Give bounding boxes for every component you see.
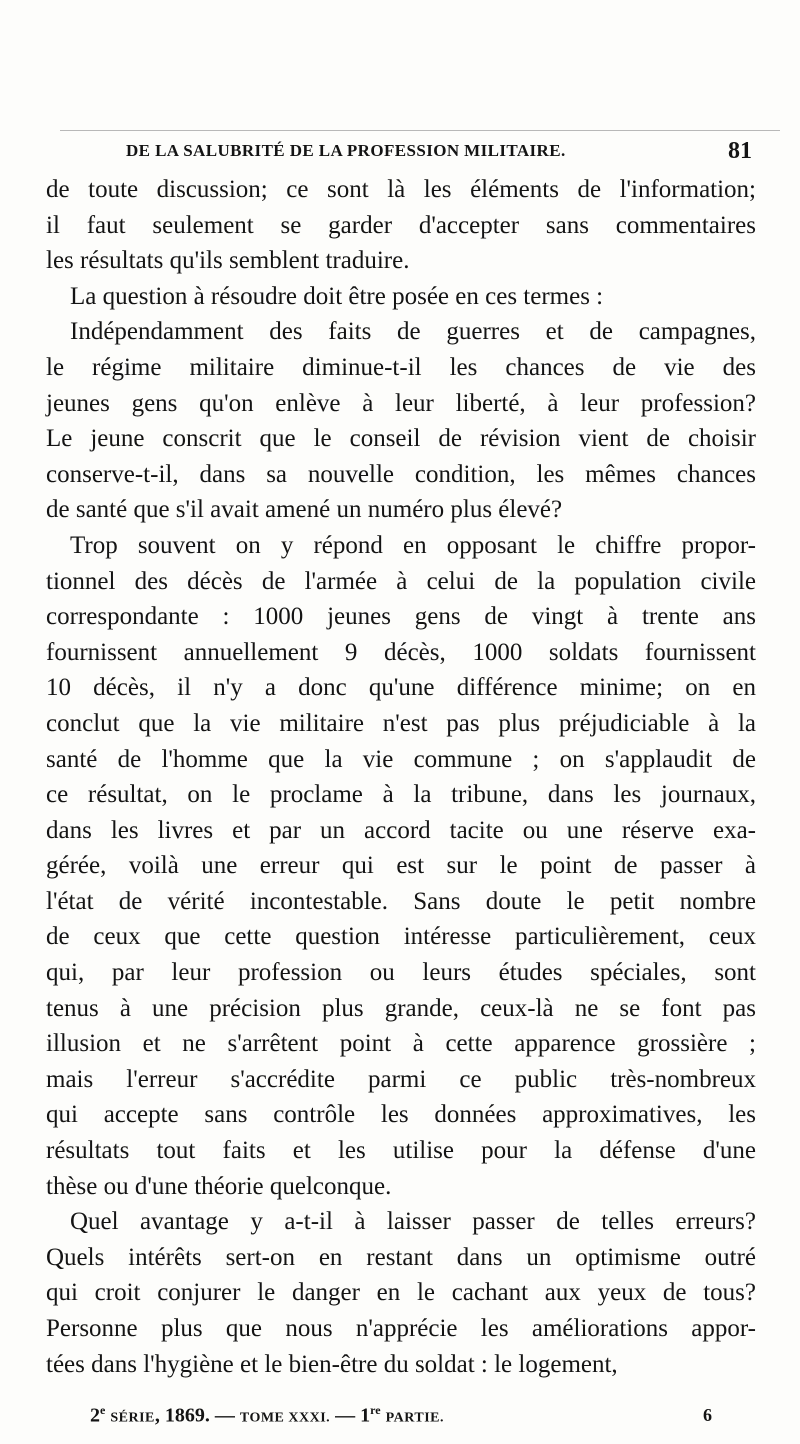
text-line: de toute discussion; ce sont là les éléments de l'information; — [46, 176, 756, 203]
running-header — [126, 134, 752, 168]
signature-line — [90, 1403, 703, 1428]
paragraph — [46, 279, 756, 315]
text-line: Quels intérêts sert-on en restant dans un optimisme outré — [46, 1243, 756, 1271]
text-line: de santé que s'il avait amené un numéro plus élevé? — [46, 496, 563, 524]
text-line: l'état de vérité incontestable. Sans doute le petit nombre — [46, 887, 756, 915]
series-sup: e — [100, 1402, 106, 1417]
series-word: SÉRIE — [110, 1410, 155, 1426]
text-line: les résultats qu'ils semblent traduire. — [46, 247, 410, 275]
text-line: le régime militaire diminue-t-il les chances de vie des — [46, 353, 756, 381]
footer-signature — [90, 1400, 712, 1430]
text-line: qui, par leur profession ou leurs études spéciales, sont — [46, 959, 756, 987]
part-sup: re — [370, 1402, 381, 1417]
year: , 1869. — — [154, 1404, 235, 1427]
sheet-number: 6 — [703, 1404, 712, 1425]
text-line: il faut seulement se garder d'accepter sans commentaires — [46, 211, 756, 239]
text-line: tionnel des décès de l'armée à celui de la population civile — [46, 567, 756, 595]
text-line: de ceux que cette question intéresse particulièrement, ceux — [46, 923, 756, 951]
text-line: Trop souvent on y répond en opposant le chiffre propor- — [70, 531, 756, 559]
text-line: conserve-t-il, dans sa nouvelle condition, les mêmes chances — [46, 460, 756, 488]
tome: TOME XXXI. — [239, 1410, 331, 1426]
text-line: gérée, voilà une erreur qui est sur le point de passer à — [46, 852, 756, 880]
text-line: santé de l'homme que la vie commune ; on s'applaudit de — [46, 745, 756, 773]
text-line: Quel avantage y a-t-il à laisser passer de telles erreurs? — [70, 1208, 756, 1236]
text-line: Le jeune conscrit que le conseil de révision vient de choisir — [46, 425, 756, 453]
text-line: mais l'erreur s'accrédite parmi ce public très-nombreux — [46, 1065, 756, 1093]
text-line: tenus à une précision plus grande, ceux-là ne se font pas — [46, 994, 756, 1022]
text-line: qui accepte sans contrôle les données approximatives, les — [46, 1101, 756, 1129]
paragraph — [46, 1204, 756, 1382]
text-line: La question à résoudre doit être posée en ces termes : — [70, 282, 604, 310]
part-word: PARTIE. — [385, 1410, 444, 1426]
text-line: conclut que la vie militaire n'est pas plus préjudiciable à la — [46, 709, 756, 737]
body-text — [46, 172, 756, 1382]
part-number: 1 — [360, 1404, 371, 1427]
text-line: qui croit conjurer le danger en le cachant aux yeux de tous? — [46, 1279, 756, 1307]
text-line: Personne plus que nous n'apprécie les améliorations appor- — [46, 1315, 756, 1342]
paragraph — [46, 528, 756, 1204]
text-line: 10 décès, il n'y a donc qu'une différence minime; on en — [46, 674, 756, 702]
running-title: DE LA SALUBRITÉ DE LA PROFESSION MILITAIRE. — [126, 141, 566, 160]
page-number: 81 — [728, 137, 752, 164]
paragraph — [46, 172, 756, 279]
text-line: jeunes gens qu'on enlève à leur liberté, à leur profession? — [46, 389, 756, 417]
text-line: ce résultat, on le proclame à la tribune, dans les journaux, — [46, 781, 756, 809]
text-line: Indépendamment des faits de guerres et de campagnes, — [70, 318, 756, 346]
text-line: dans les livres et par un accord tacite ou une réserve exa- — [46, 816, 756, 844]
text-line: tées dans l'hygiène et le bien-être du soldat : le logement, — [46, 1350, 618, 1378]
text-line: correspondante : 1000 jeunes gens de vingt à trente ans — [46, 603, 756, 631]
text-line: illusion et ne s'arrêtent point à cette apparence grossière ; — [46, 1030, 756, 1058]
series-number: 2 — [90, 1404, 100, 1427]
dash: — — [335, 1404, 356, 1427]
header-rule — [60, 130, 780, 131]
text-line: résultats tout faits et les utilise pour la défense d'une — [46, 1137, 756, 1165]
paragraph — [46, 314, 756, 528]
text-line: fournissent annuellement 9 décès, 1000 soldats fournissent — [46, 638, 756, 666]
text-line: thèse ou d'une théorie quelconque. — [46, 1172, 392, 1200]
